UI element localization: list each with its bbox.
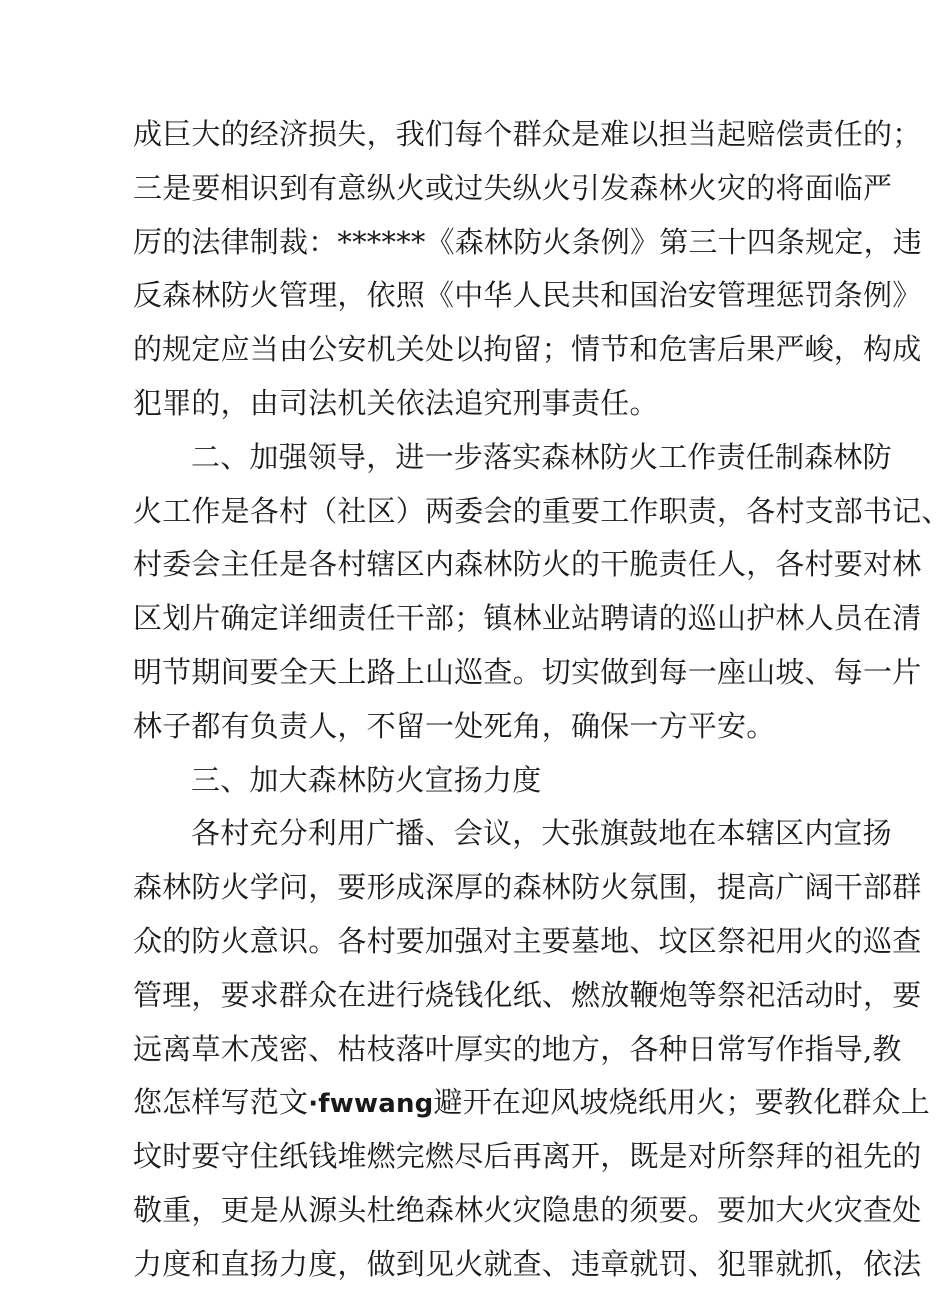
text-line: 明节期间要全天上路上山巡查。切实做到每一座山坡、每一片 (133, 654, 922, 689)
text-segment: 您怎样写范文 (133, 1085, 309, 1120)
text-line: 犯罪的，由司法机关依法追究刑事责任。 (133, 385, 659, 420)
text-line: 敬重，更是从源头杜绝森林火灾隐患的须要。要加大火灾查处 (133, 1192, 922, 1227)
text-line: 管理，要求群众在进行烧钱化纸、燃放鞭炮等祭祀活动时，要 (133, 977, 922, 1012)
text-line-mixed (133, 1076, 930, 1130)
text-line: 森林防火学问，要形成深厚的森林防火氛围，提高广阔干部群 (133, 870, 922, 905)
paragraph-start: 各村充分利用广播、会议，大张旗鼓地在本辖区内宣扬 (191, 816, 892, 851)
text-line: 反森林防火管理，依照《中华人民共和国治安管理惩罚条例》 (133, 278, 922, 313)
text-segment: 避开在迎风坡烧纸用火；要教化群众上 (433, 1085, 930, 1120)
text-line: 区划片确定详细责任干部；镇林业站聘请的巡山护林人员在清 (133, 601, 922, 636)
text-line: 力度和直扬力度，做到见火就查、违章就罚、犯罪就抓，依法 (133, 1246, 922, 1281)
section-heading-3: 三、加大森林防火宣扬力度 (191, 762, 542, 797)
text-line: 众的防火意识。各村要加强对主要墓地、坟区祭祀用火的巡查 (133, 923, 922, 958)
document-body (133, 108, 951, 1292)
text-line: 成巨大的经济损失，我们每个群众是难以担当起赔偿责任的； (133, 117, 922, 151)
text-line: 林子都有负责人，不留一处死角，确保一方平安。 (133, 708, 776, 743)
text-line: 村委会主任是各村辖区内森林防火的干脆责任人，各村要对林 (133, 547, 922, 582)
text-line: 的规定应当由公安机关处以拘留；情节和危害后果严峻，构成 (133, 332, 922, 367)
section-heading-2: 二、加强领导，进一步落实森林防火工作责任制森林防 (191, 439, 892, 474)
text-segment-latin: ·fwwang (308, 1089, 434, 1120)
text-line: 厉的法律制裁：******《森林防火条例》第三十四条规定，违 (133, 224, 923, 259)
text-line: 火工作是各村（社区）两委会的重要工作职责，各村支部书记、 (133, 493, 951, 528)
text-line: 远离草木茂密、枯枝落叶厚实的地方，各种日常写作指导,教 (133, 1031, 902, 1066)
text-line: 三是要相识到有意纵火或过失纵火引发森林火灾的将面临严 (133, 170, 893, 205)
text-line: 坟时要守住纸钱堆燃完燃尽后再离开，既是对所祭拜的祖先的 (133, 1139, 922, 1174)
